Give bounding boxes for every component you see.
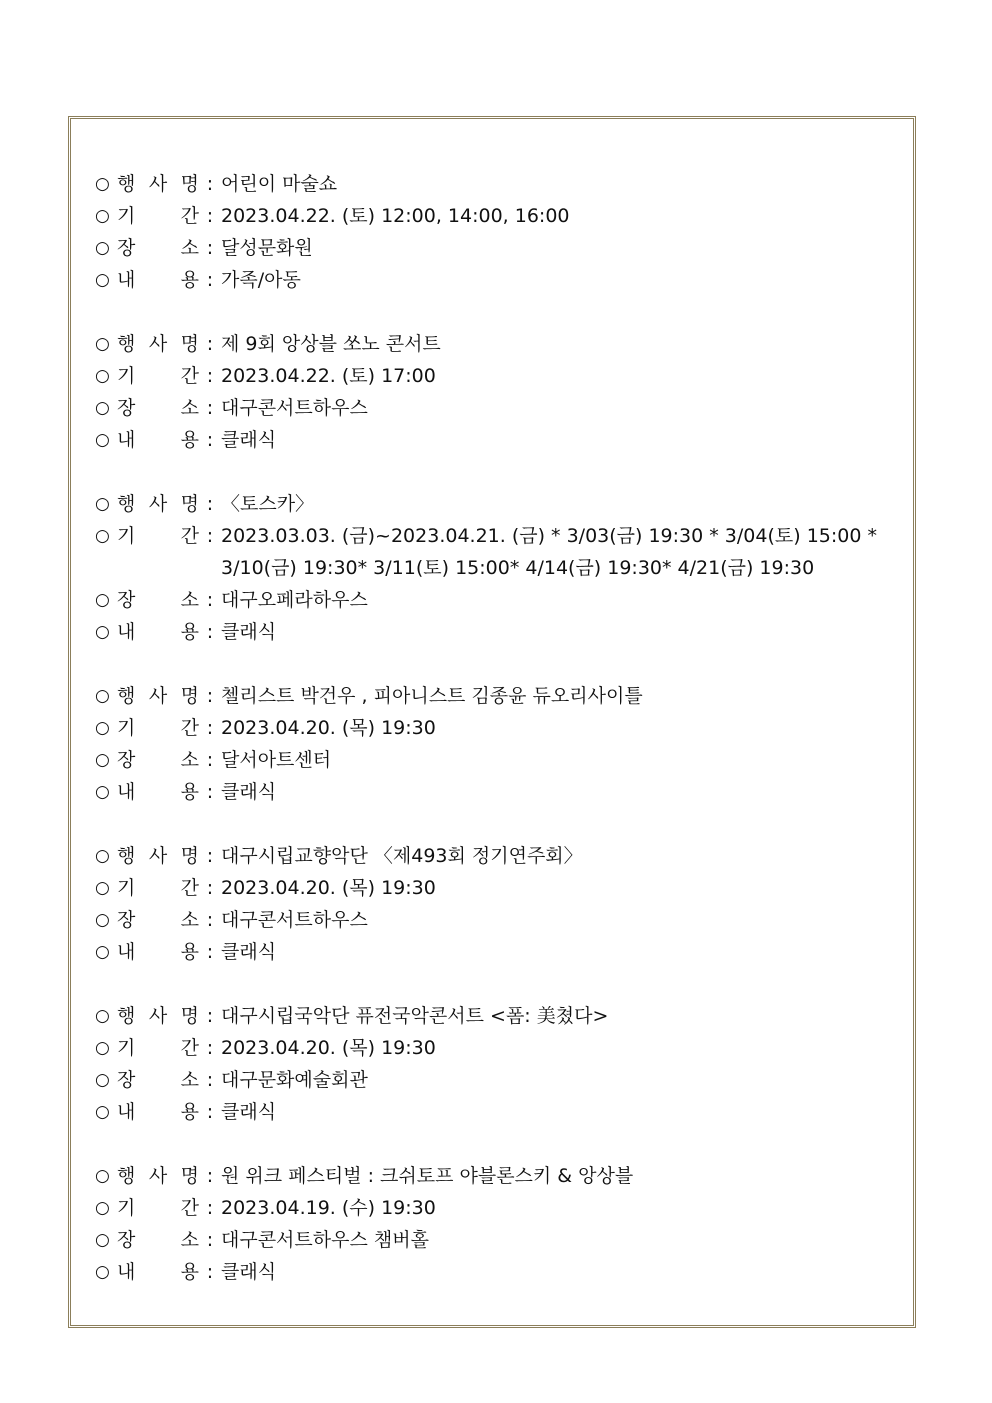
field-label-char: 장 <box>117 237 136 259</box>
event-period-row <box>95 1032 905 1064</box>
field-separator: : <box>206 493 214 515</box>
field-label-char: 기 <box>117 525 136 547</box>
field-label-char: 장 <box>117 397 136 419</box>
field-label-place <box>117 904 199 936</box>
event-content-row <box>95 1096 905 1128</box>
bullet-circle-icon: ○ <box>95 1166 110 1186</box>
event-place-row <box>95 584 905 616</box>
bullet-circle-icon: ○ <box>95 750 110 770</box>
field-separator: : <box>206 941 214 963</box>
event-period-value: 2023.04.22. (토) 12:00, 14:00, 16:00 <box>221 205 570 227</box>
event-name-row <box>95 1160 905 1192</box>
field-label-name <box>117 488 199 520</box>
event-name-value: 대구시립국악단 퓨전국악콘서트 <폼: 美쳤다> <box>221 1005 609 1027</box>
event-content-row <box>95 776 905 808</box>
field-label-char: 내 <box>117 781 136 803</box>
field-label-name <box>117 840 199 872</box>
field-separator: : <box>206 333 214 355</box>
bullet-circle-icon: ○ <box>95 494 110 514</box>
field-label-char: 소 <box>180 749 199 771</box>
field-separator: : <box>206 365 214 387</box>
field-label-char: 사 <box>148 1165 168 1187</box>
field-separator: : <box>206 1165 214 1187</box>
event-period-row <box>95 1192 905 1224</box>
event-place-row <box>95 1224 905 1256</box>
field-separator: : <box>206 237 214 259</box>
event-place-row <box>95 232 905 264</box>
event-block <box>95 168 905 296</box>
field-label-char: 간 <box>180 717 199 739</box>
field-label-content <box>117 776 199 808</box>
field-label-char: 명 <box>180 333 199 355</box>
field-label-char: 명 <box>180 685 199 707</box>
event-name-row <box>95 488 905 520</box>
field-separator: : <box>206 1229 214 1251</box>
field-label-char: 내 <box>117 1101 136 1123</box>
field-label-char: 명 <box>180 845 199 867</box>
event-content-value: 클래식 <box>221 621 277 643</box>
bullet-circle-icon: ○ <box>95 270 110 290</box>
event-block <box>95 328 905 456</box>
field-label-char: 소 <box>180 909 199 931</box>
event-name-value: 어린이 마술쇼 <box>221 173 338 195</box>
field-label-content <box>117 936 199 968</box>
field-label-char: 사 <box>148 333 168 355</box>
field-label-place <box>117 1224 199 1256</box>
field-label-char: 행 <box>117 1005 136 1027</box>
field-label-char: 사 <box>148 685 168 707</box>
field-label-content <box>117 1256 199 1288</box>
bullet-circle-icon: ○ <box>95 1006 110 1026</box>
field-label-char: 간 <box>180 205 199 227</box>
field-label-period <box>117 712 199 744</box>
field-label-place <box>117 744 199 776</box>
field-label-char: 행 <box>117 493 136 515</box>
event-period-value: 2023.04.20. (목) 19:30 <box>221 1037 436 1059</box>
field-separator: : <box>206 685 214 707</box>
bullet-circle-icon: ○ <box>95 1262 110 1282</box>
field-separator: : <box>206 205 214 227</box>
event-period-value: 2023.04.20. (목) 19:30 <box>221 717 436 739</box>
field-label-char: 소 <box>180 1069 199 1091</box>
event-place-value: 대구콘서트하우스 챔버홀 <box>221 1229 429 1251</box>
field-label-char: 기 <box>117 877 136 899</box>
field-label-char: 용 <box>180 1101 199 1123</box>
event-content-value: 클래식 <box>221 781 277 803</box>
field-label-char: 사 <box>148 493 168 515</box>
field-label-char: 기 <box>117 717 136 739</box>
field-label-char: 간 <box>180 365 199 387</box>
bullet-circle-icon: ○ <box>95 1070 110 1090</box>
event-period-value: 2023.04.20. (목) 19:30 <box>221 877 436 899</box>
event-name-row <box>95 328 905 360</box>
field-separator: : <box>206 717 214 739</box>
field-separator: : <box>206 1005 214 1027</box>
field-label-char: 내 <box>117 621 136 643</box>
field-separator: : <box>206 1101 214 1123</box>
field-separator: : <box>206 621 214 643</box>
bullet-circle-icon: ○ <box>95 398 110 418</box>
bullet-circle-icon: ○ <box>95 686 110 706</box>
field-label-char: 용 <box>180 781 199 803</box>
bullet-circle-icon: ○ <box>95 878 110 898</box>
bullet-circle-icon: ○ <box>95 1102 110 1122</box>
field-separator: : <box>206 589 214 611</box>
bullet-circle-icon: ○ <box>95 238 110 258</box>
field-separator: : <box>206 525 214 547</box>
field-label-char: 내 <box>117 941 136 963</box>
field-label-content <box>117 424 199 456</box>
event-name-value: 원 위크 페스티벌 : 크쉬토프 야블론스키 & 앙상블 <box>221 1165 634 1187</box>
field-label-char: 행 <box>117 173 136 195</box>
field-separator: : <box>206 781 214 803</box>
field-separator: : <box>206 173 214 195</box>
field-label-char: 행 <box>117 685 136 707</box>
event-name-row <box>95 840 905 872</box>
event-period-row <box>95 712 905 744</box>
event-name-row <box>95 680 905 712</box>
event-block <box>95 488 905 648</box>
field-separator: : <box>206 1037 214 1059</box>
field-label-char: 기 <box>117 1037 136 1059</box>
event-place-row <box>95 744 905 776</box>
field-label-char: 소 <box>180 397 199 419</box>
event-content-row <box>95 936 905 968</box>
event-content-value: 클래식 <box>221 429 277 451</box>
event-content-value: 가족/아동 <box>221 269 301 291</box>
field-label-char: 기 <box>117 205 136 227</box>
event-content-row <box>95 616 905 648</box>
field-label-place <box>117 392 199 424</box>
event-period-value: 2023.03.03. (금)~2023.04.21. (금) * 3/03(금) 19:30 * 3/04(토) 15:00 * 3/10(금) 19:30* 3/11(토) 15:00* 4/14(금) 19:30* 4/21(금) 19:30 <box>221 525 877 579</box>
field-label-content <box>117 264 199 296</box>
field-separator: : <box>206 269 214 291</box>
field-separator: : <box>206 1069 214 1091</box>
event-place-value: 대구오페라하우스 <box>221 589 368 611</box>
field-label-period <box>117 1192 199 1224</box>
event-period-row <box>95 872 905 904</box>
field-separator: : <box>206 397 214 419</box>
field-label-char: 소 <box>180 237 199 259</box>
field-label-name <box>117 168 199 200</box>
event-name-value: 대구시립교향악단 〈제493회 정기연주회〉 <box>221 845 583 867</box>
field-label-char: 명 <box>180 493 199 515</box>
bullet-circle-icon: ○ <box>95 910 110 930</box>
bullet-circle-icon: ○ <box>95 590 110 610</box>
field-separator: : <box>206 1261 214 1283</box>
bullet-circle-icon: ○ <box>95 942 110 962</box>
field-label-place <box>117 232 199 264</box>
event-content-row <box>95 424 905 456</box>
field-label-period <box>117 872 199 904</box>
field-label-char: 장 <box>117 749 136 771</box>
event-name-value: 〈토스카〉 <box>221 493 315 515</box>
bullet-circle-icon: ○ <box>95 174 110 194</box>
event-content-value: 클래식 <box>221 1261 277 1283</box>
field-separator: : <box>206 845 214 867</box>
event-place-value: 대구콘서트하우스 <box>221 397 368 419</box>
event-period-row <box>95 200 905 232</box>
field-label-char: 용 <box>180 941 199 963</box>
field-label-name <box>117 680 199 712</box>
field-label-char: 사 <box>148 845 168 867</box>
field-label-char: 간 <box>180 525 199 547</box>
field-label-char: 간 <box>180 1197 199 1219</box>
field-label-char: 용 <box>180 269 199 291</box>
bullet-circle-icon: ○ <box>95 718 110 738</box>
field-label-content <box>117 1096 199 1128</box>
field-label-char: 명 <box>180 173 199 195</box>
event-block <box>95 840 905 968</box>
field-separator: : <box>206 749 214 771</box>
bullet-circle-icon: ○ <box>95 1038 110 1058</box>
event-name-row <box>95 168 905 200</box>
field-label-char: 용 <box>180 1261 199 1283</box>
bullet-circle-icon: ○ <box>95 526 110 546</box>
field-label-content <box>117 616 199 648</box>
field-label-char: 행 <box>117 333 136 355</box>
event-place-value: 달성문화원 <box>221 237 313 259</box>
event-place-row <box>95 392 905 424</box>
field-label-char: 사 <box>148 1005 168 1027</box>
bullet-circle-icon: ○ <box>95 622 110 642</box>
field-label-char: 내 <box>117 269 136 291</box>
field-label-char: 기 <box>117 365 136 387</box>
event-place-value: 대구콘서트하우스 <box>221 909 368 931</box>
field-label-char: 간 <box>180 877 199 899</box>
field-label-period <box>117 200 199 232</box>
field-label-name <box>117 1000 199 1032</box>
field-label-period <box>117 520 199 552</box>
bullet-circle-icon: ○ <box>95 1198 110 1218</box>
field-separator: : <box>206 877 214 899</box>
field-separator: : <box>206 1197 214 1219</box>
event-period-row <box>95 520 905 584</box>
field-label-char: 장 <box>117 909 136 931</box>
field-label-char: 간 <box>180 1037 199 1059</box>
bullet-circle-icon: ○ <box>95 782 110 802</box>
event-name-value: 첼리스트 박건우 , 피아니스트 김종윤 듀오리사이틀 <box>221 685 643 707</box>
field-label-char: 용 <box>180 429 199 451</box>
bullet-circle-icon: ○ <box>95 206 110 226</box>
field-label-char: 소 <box>180 1229 199 1251</box>
field-label-char: 장 <box>117 589 136 611</box>
field-label-char: 명 <box>180 1165 199 1187</box>
event-content-row <box>95 1256 905 1288</box>
event-name-value: 제 9회 앙상블 쏘노 콘서트 <box>221 333 441 355</box>
field-label-place <box>117 1064 199 1096</box>
event-block <box>95 1160 905 1288</box>
event-content-value: 클래식 <box>221 1101 277 1123</box>
event-block <box>95 680 905 808</box>
field-label-char: 사 <box>148 173 168 195</box>
bullet-circle-icon: ○ <box>95 1230 110 1250</box>
event-place-value: 달서아트센터 <box>221 749 332 771</box>
event-list <box>95 168 905 1320</box>
event-content-value: 클래식 <box>221 941 277 963</box>
field-label-char: 내 <box>117 1261 136 1283</box>
field-label-char: 행 <box>117 1165 136 1187</box>
event-place-row <box>95 1064 905 1096</box>
field-label-name <box>117 328 199 360</box>
field-label-period <box>117 1032 199 1064</box>
field-label-char: 장 <box>117 1229 136 1251</box>
bullet-circle-icon: ○ <box>95 430 110 450</box>
field-label-char: 기 <box>117 1197 136 1219</box>
field-label-char: 내 <box>117 429 136 451</box>
field-label-char: 명 <box>180 1005 199 1027</box>
bullet-circle-icon: ○ <box>95 334 110 354</box>
event-place-row <box>95 904 905 936</box>
event-period-value: 2023.04.19. (수) 19:30 <box>221 1197 436 1219</box>
field-label-period <box>117 360 199 392</box>
field-label-char: 용 <box>180 621 199 643</box>
event-period-value: 2023.04.22. (토) 17:00 <box>221 365 436 387</box>
bullet-circle-icon: ○ <box>95 366 110 386</box>
bullet-circle-icon: ○ <box>95 846 110 866</box>
field-label-char: 장 <box>117 1069 136 1091</box>
field-label-char: 행 <box>117 845 136 867</box>
field-label-char: 소 <box>180 589 199 611</box>
field-label-name <box>117 1160 199 1192</box>
event-content-row <box>95 264 905 296</box>
event-place-value: 대구문화예술회관 <box>221 1069 368 1091</box>
event-block <box>95 1000 905 1128</box>
field-separator: : <box>206 429 214 451</box>
field-separator: : <box>206 909 214 931</box>
field-label-place <box>117 584 199 616</box>
event-name-row <box>95 1000 905 1032</box>
event-period-row <box>95 360 905 392</box>
